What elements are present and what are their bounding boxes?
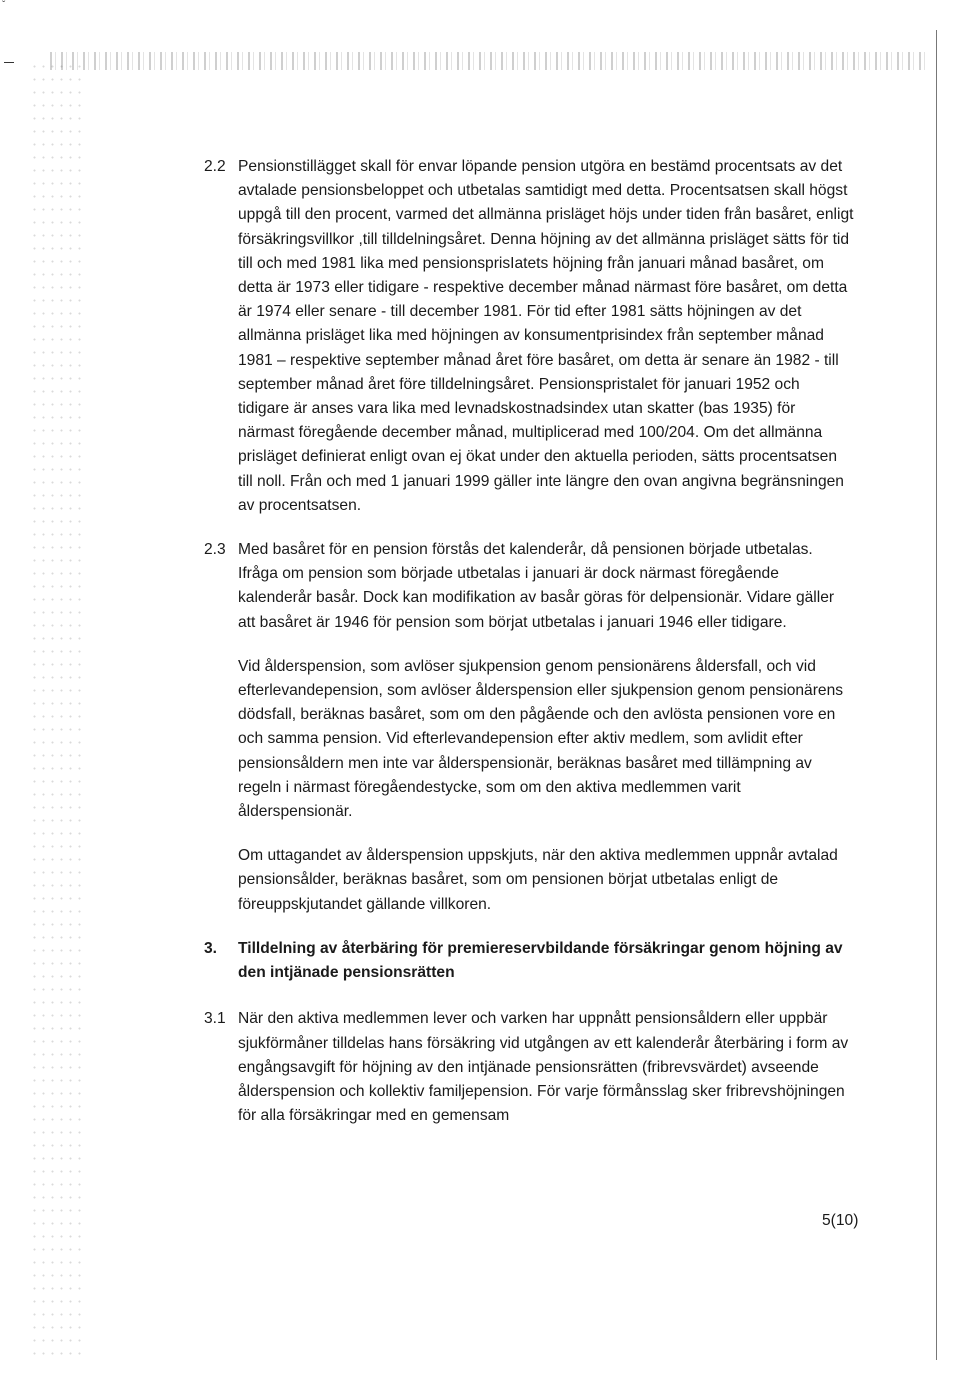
section-2-2: [204, 155, 854, 518]
section-number: 3.1: [204, 1010, 226, 1028]
document-page: [204, 155, 854, 1148]
section-text: När den aktiva medlemmen lever och varken har uppnått pensionsåldern eller uppbär sjukförmåner tilldelas hans försäkring vid utgången av ett kalenderår återbäring i form av engångsavgift för höjning av den intjänade pensionsrätten (fribrevsvärdet) avseende ålderspension och kollektiv familjepension. För varje förmånsslag sker fribrevshöjningen för alla försäkringar med en gemensam: [238, 1010, 849, 1125]
paragraph-uttagande: Om uttagandet av ålderspension uppskjuts, när den aktiva medlemmen uppnår avtalad pensionsålder, beräknas basåret, som om pensionen börjat utbetalas enligt de föreuppskjutandet gällande villkoren.: [238, 847, 838, 913]
section-number: 2.3: [204, 541, 226, 559]
scan-edge-right: [936, 30, 937, 1360]
section-3-1: [204, 1007, 854, 1128]
section-text: Med basåret för en pension förstås det kalenderår, då pensionen började utbetalas. Ifråga om pension som började utbetalas i januari är dock närmast föregående kalenderår basår. Dock kan modifikation av basår göras för delpensionär. Vidare gäller att basåret är 1946 för pension som börjat utbetalas i januari 1946 eller tidigare.: [238, 541, 835, 631]
scan-noise-top: [50, 52, 930, 70]
page-number: 5(10): [822, 1212, 859, 1229]
dash-mark: [4, 62, 14, 63]
section-number: 2.2: [204, 158, 226, 175]
scan-noise-left: [30, 60, 85, 1360]
heading-section-3: [204, 937, 854, 985]
heading-number: 3.: [204, 939, 218, 957]
heading-text: Tilldelning av återbäring för premiereservbildande försäkringar genom höjning av den intjänade pensionsrätten: [238, 939, 843, 982]
paragraph-alderspension: Vid ålderspension, som avlöser sjukpension genom pensionärens åldersfall, och vid efterlevandepension, som avlöser ålderspension eller sjukpension genom pensionärens dödsfall, beräknas basåret, som om den pågående och den avlösta pensionen vore en och samma pension. Vid efterlevandepension efter aktiv medlem, som avlidit efter pensionsåldern men inte var ålderspensionär, beräknas basåret med tillämpning av regeln i närmast föregåendestycke, som om den aktiva medlemmen varit ålderspensionär.: [238, 657, 844, 821]
corner-mark: ˇ: [2, 0, 6, 11]
section-text: Pensionstillägget skall för envar löpande pension utgöra en bestämd procentsats av det avtalade pensionsbeloppet och utbetalas samtidigt med detta. Procentsatsen skall högst uppgå till den procent, varmed det allmänna prisläget höjs under tiden från basåret, enligt försäkringsvillkor ,till tilldelningsåret. Denna höjning av det allmänna prisläget sätts för tid till och med 1981 lika med pensionsprisIatets höjning från januari månad basåret, om detta är 1973 eller tidigare - respektive december månad närmast före basåret, om detta är 1974 eller senare - till december 1981. För tid efter 1981 sätts höjningen av det allmänna prisläget lika med höjningen av konsumentprisindex från september månad 1981 – respektive september månad året före basåret, om detta är senare än 1982 - till september månad året före tilldelningsåret. Pensionspristalet för januari 1952 och tidigare är anses vara lika med levnadskostnadsindex utan skatter (bas 1935) för närmast föregående december månad, multiplicerad med 100/204. Om det allmänna prisläget definierat enligt ovan ej ökat under den aktuella perioden, sätts procentsatsen till noll. Från och med 1 januari 1999 gäller inte längre den ovan angivna begränsningen av procentsatsen.: [238, 158, 854, 514]
section-2-3: [204, 538, 854, 635]
